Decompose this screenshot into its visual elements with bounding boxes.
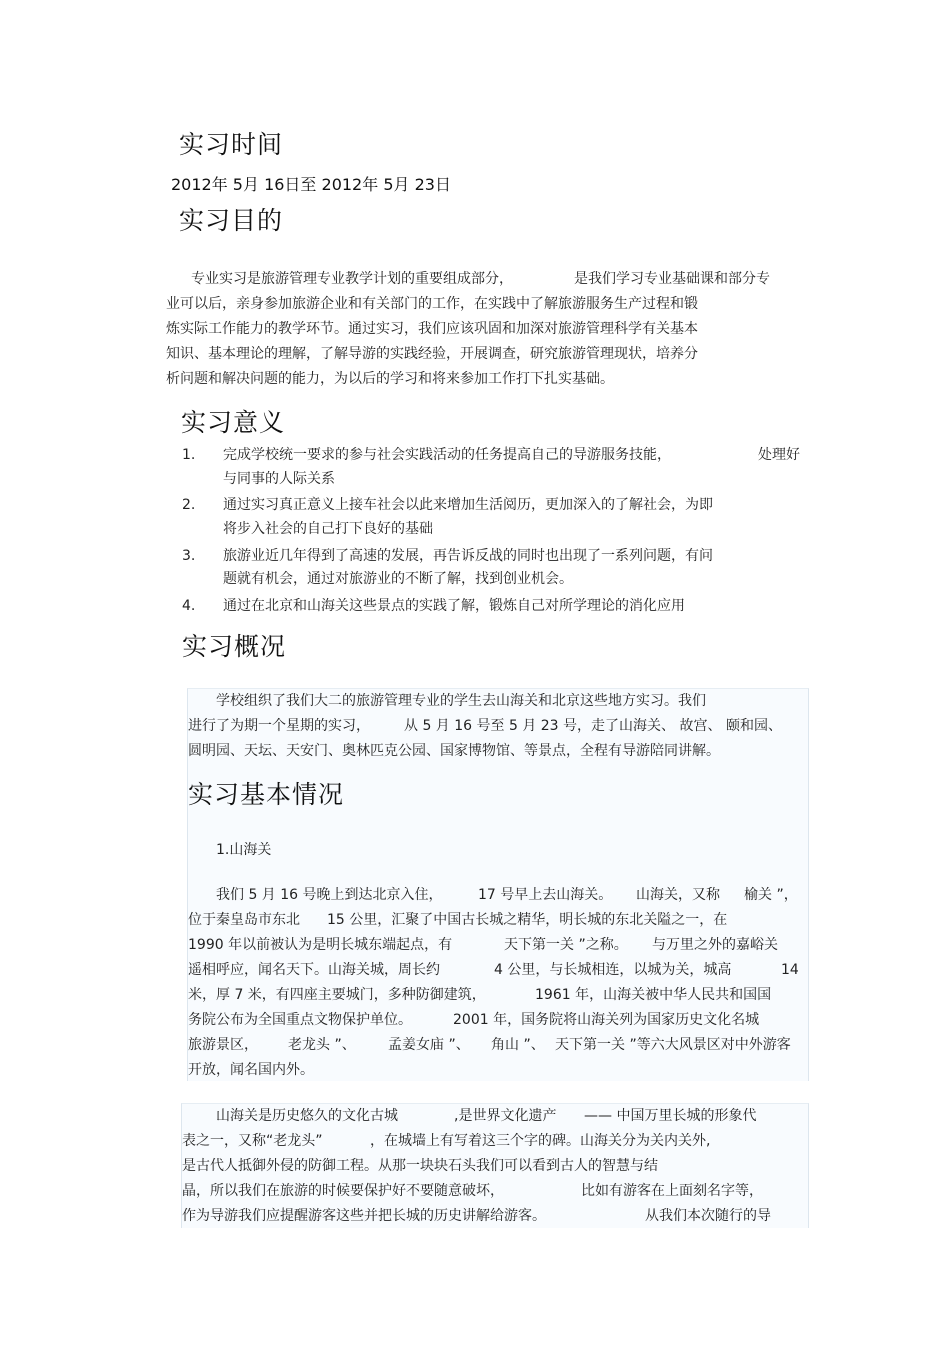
paragraph-text: 天下第一关 ”之称。 [504, 937, 628, 953]
purpose-line: 析问题和解决问题的能力，为以后的学习和将来参加工作打下扎实基础。 [166, 371, 614, 387]
list-item-text: 通过实习真正意义上接车社会以此来增加生活阅历，更加深入的了解社会，为即 [223, 497, 713, 513]
paragraph-text: 1961 年，山海关被中华人民共和国国 [535, 987, 772, 1003]
list-item-text: 旅游业近几年得到了高速的发展，再告诉反战的同时也出现了一系列问题，有问 [223, 548, 713, 564]
paragraph-text: —— 中国万里长城的形象代 [584, 1108, 757, 1124]
paragraph-text: 孟姜女庙 ”、 [388, 1037, 470, 1053]
overview-line: 进行了为期一个星期的实习， [188, 718, 370, 734]
paragraph-text: 山海关，又称 [636, 887, 720, 903]
paragraph-text: 比如有游客在上面刻名字等， [581, 1183, 763, 1199]
paragraph-text: 山海关是历史悠久的文化古城 [216, 1108, 398, 1124]
list-item-number: 2. [182, 497, 196, 513]
sub-heading-shanhaiguan: 1.山海关 [216, 842, 272, 858]
heading-internship-purpose: 实习目的 [179, 206, 284, 235]
overview-line: 学校组织了我们大二的旅游管理专业的学生去山海关和北京这些地方实习。我们 [216, 693, 706, 709]
paragraph-text: 作为导游我们应提醒游客这些并把长城的历史讲解给游客。 [182, 1208, 546, 1224]
purpose-line: 知识、基本理论的理解，了解导游的实践经验，开展调查，研究旅游管理现状，培养分 [166, 346, 698, 362]
overview-line: 圆明园、天坛、天安门、奥林匹克公园、国家博物馆、等景点，全程有导游陪同讲解。 [188, 743, 720, 759]
list-item-number: 1. [182, 447, 196, 463]
paragraph-text: 务院公布为全国重点文物保护单位。 [188, 1012, 412, 1028]
paragraph-text: 是古代人抵御外侵的防御工程。从那一块块石头我们可以看到古人的智慧与结 [182, 1158, 658, 1174]
overview-line: 从 5 月 16 号至 5 月 23 号，走了山海关、 故宫、 颐和园、 [404, 718, 782, 734]
paragraph-text: 与万里之外的嘉峪关 [652, 937, 778, 953]
list-item-text: 处理好 [758, 447, 800, 463]
paragraph-text: 我们 5 月 16 号晚上到达北京入住， [216, 887, 443, 903]
list-item-number: 4. [182, 598, 196, 614]
paragraph-text: 老龙头 ”、 [288, 1037, 356, 1053]
heading-internship-overview: 实习概况 [182, 632, 287, 661]
list-item-text: 完成学校统一要求的参与社会实践活动的任务提高自己的导游服务技能， [223, 447, 671, 463]
paragraph-text: 角山 ”、 [491, 1037, 545, 1053]
paragraph-text: 米，厚 7 米，有四座主要城门，多种防御建筑， [188, 987, 486, 1003]
paragraph-text: 17 号早上去山海关。 [478, 887, 613, 903]
paragraph-text: 1990 年以前被认为是明长城东端起点，有 [188, 937, 453, 953]
paragraph-text: 天下第一关 ”等六大风景区对中外游客 [555, 1037, 791, 1053]
list-item-number: 3. [182, 548, 196, 564]
paragraph-text: 2001 年，国务院将山海关列为国家历史文化名城 [453, 1012, 760, 1028]
paragraph-text: 4 公里，与长城相连，以城为关，城高 [494, 962, 732, 978]
paragraph-text: 遥相呼应，闻名天下。山海关城，周长约 [188, 962, 440, 978]
paragraph-text: 晶，所以我们在旅游的时候要保护好不要随意破坏， [182, 1183, 504, 1199]
date-range: 2012年 5月 16日至 2012年 5月 23日 [171, 175, 451, 194]
purpose-line: 是我们学习专业基础课和部分专 [574, 271, 770, 287]
list-item-text: 题就有机会，通过对旅游业的不断了解，找到创业机会。 [223, 571, 573, 587]
heading-internship-time: 实习时间 [179, 130, 284, 159]
heading-internship-significance: 实习意义 [181, 408, 286, 437]
list-item-text: 通过在北京和山海关这些景点的实践了解，锻炼自己对所学理论的消化应用 [223, 598, 685, 614]
heading-basic-situation: 实习基本情况 [188, 780, 345, 809]
purpose-line: 专业实习是旅游管理专业教学计划的重要组成部分， [191, 271, 513, 287]
purpose-line: 业可以后，亲身参加旅游企业和有关部门的工作，在实践中了解旅游服务生产过程和锻 [166, 296, 698, 312]
list-item-text: 与同事的人际关系 [223, 471, 335, 487]
list-item-text: 将步入社会的自己打下良好的基础 [223, 521, 433, 537]
paragraph-text: ,是世界文化遗产 [454, 1108, 557, 1124]
paragraph-text: 旅游景区， [188, 1037, 258, 1053]
paragraph-text: 开放，闻名国内外。 [188, 1062, 314, 1078]
paragraph-text: 从我们本次随行的导 [645, 1208, 771, 1224]
purpose-line: 炼实际工作能力的教学环节。通过实习，我们应该巩固和加深对旅游管理科学有关基本 [166, 321, 698, 337]
paragraph-text: 榆关 ”， [744, 887, 798, 903]
paragraph-text: 表之一，又称“老龙头” [182, 1133, 323, 1149]
paragraph-text: 位于秦皇岛市东北 [188, 912, 300, 928]
paragraph-text: ，在城墙上有写着这三个字的碑。山海关分为关内关外, [370, 1133, 711, 1149]
paragraph-text: 14 [781, 962, 799, 978]
paragraph-text: 15 公里，汇聚了中国古长城之精华，明长城的东北关隘之一，在 [327, 912, 728, 928]
